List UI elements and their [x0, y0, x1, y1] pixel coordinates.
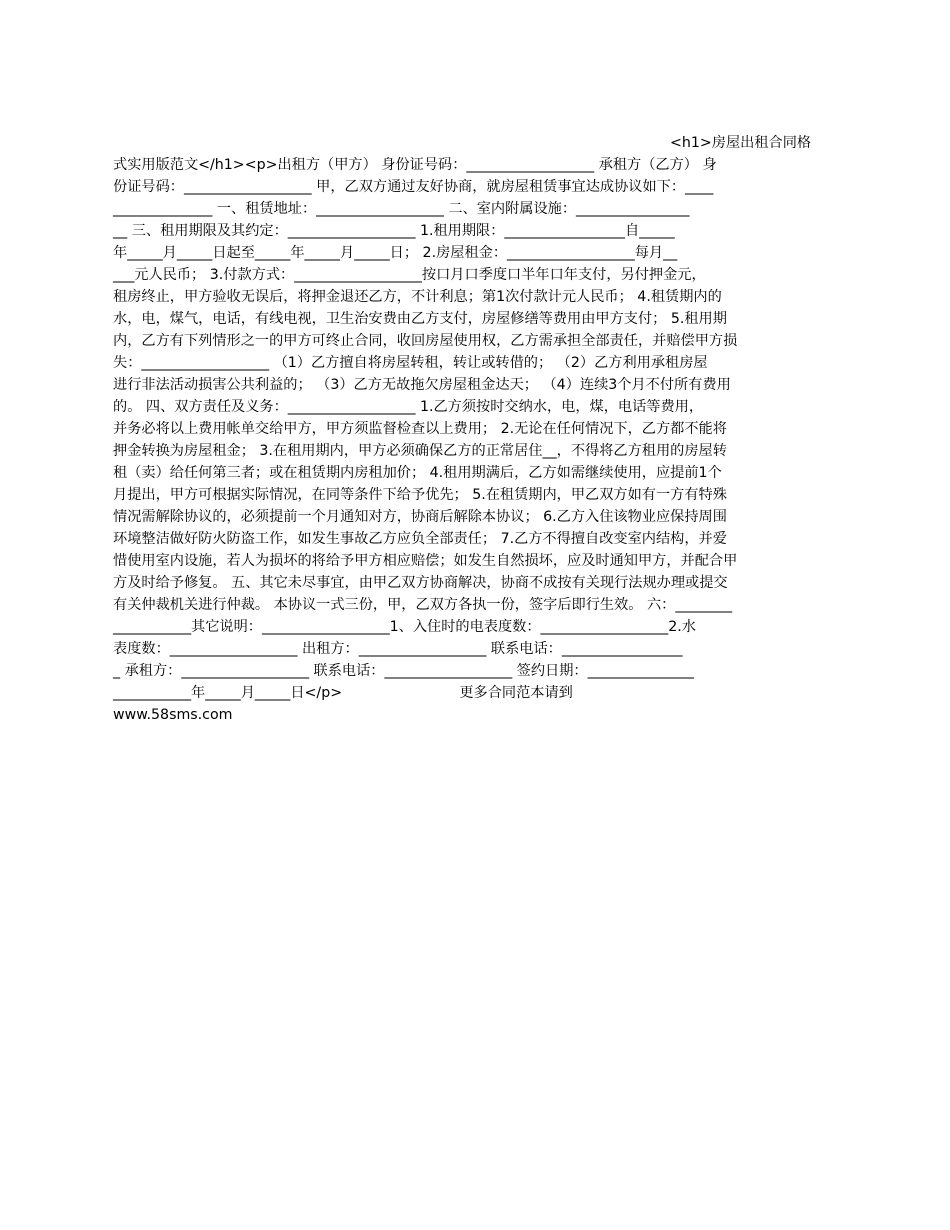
text-line-27: www.58sms.com [113, 707, 233, 723]
text-line-17: 月提出，甲方可根据实际情况，在同等条件下给予优先； 5.在租赁期内，甲乙双方如有一方有特殊 [113, 487, 727, 503]
text-line-3: 份证号码：__________________ 甲，乙双方通过友好协商，就房屋租赁事宜达成协议如下：____ [113, 179, 714, 195]
contract-document [113, 132, 837, 726]
text-line-10: 内，乙方有下列情形之一的甲方可终止合同，收回房屋使用权，乙方需承担全部责任，并赔偿甲方损 [113, 333, 738, 349]
text-line-26: ___________年_____月_____日</p> 更多合同范本请到 [113, 685, 573, 701]
text-line-23: ___________其它说明：__________________1、入住时的电表度数：__________________2.水 [113, 619, 696, 635]
text-line-20: 惜使用室内设施，若人为损坏的将给予甲方相应赔偿；如发生自然损坏，应及时通知甲方，并配合甲 [113, 553, 738, 569]
text-line-9: 水，电，煤气，电话，有线电视，卫生治安费由乙方支付，房屋修缮等费用由甲方支付； 5.租用期 [113, 311, 727, 327]
text-line-1: <h1>房屋出租合同格 [670, 135, 812, 151]
text-line-12: 进行非法活动损害公共利益的； （3）乙方无故拖欠房屋租金达天； （4）连续3个月不付所有费用 [113, 377, 731, 393]
text-line-16: 租（卖）给任何第三者；或在租赁期内房租加价； 4.租用期满后，乙方如需继续使用，应提前1个 [113, 465, 722, 481]
text-line-19: 环境整洁做好防火防盗工作，如发生事故乙方应负全部责任； 7.乙方不得擅自改变室内结构，并爱 [113, 531, 727, 547]
text-line-24: 表度数：__________________ 出租方：__________________ 联系电话：_________________ [113, 641, 683, 657]
text-line-14: 并务必将以上费用帐单交给甲方，甲方须监督检查以上费用； 2.无论在任何情况下，乙方都不能将 [113, 421, 727, 437]
text-line-2: 式实用版范文</h1><p>出租方（甲方） 身份证号码：__________________ 承租方（乙方） 身 [113, 157, 717, 173]
text-line-11: 失：__________________ （1）乙方擅自将房屋转租，转让或转借的； （2）乙方利用承租房屋 [113, 355, 708, 371]
text-line-7: ___元人民币； 3.付款方式：__________________按口月口季度口半年口年支付，另付押金元， [113, 267, 706, 283]
text-line-5: __ 三、租用期限及其约定：__________________ 1.租用期限：_________________自_____ [113, 223, 675, 239]
text-line-22: 有关仲裁机关进行仲裁。 本协议一式三份，甲，乙双方各执一份，签字后即行生效。 六：________ [113, 597, 733, 613]
text-line-8: 租房终止，甲方验收无误后，将押金退还乙方，不计利息；第1次付款计元人民币； 4.租赁期内的 [113, 289, 722, 305]
text-line-18: 情况需解除协议的，必须提前一个月通知对方，协商后解除本协议； 6.乙方入住该物业应保持周围 [113, 509, 727, 525]
text-line-25: _ 承租方：__________________ 联系电话：__________________ 签约日期：_______________ [113, 663, 695, 679]
text-line-13: 的。 四、双方责任及义务：__________________ 1.乙方须按时交纳水，电，煤，电话等费用， [113, 399, 704, 415]
text-line-15: 押金转换为房屋租金； 3.在租用期内，甲方必须确保乙方的正常居住__，不得将乙方租用的房屋转 [113, 443, 727, 459]
text-line-4: ______________ 一、租赁地址：__________________ 二、室内附属设施：________________ [113, 201, 690, 217]
text-line-6: 年_____月_____日起至_____年_____月_____日； 2.房屋租金：__________________每月__ [113, 245, 678, 261]
text-line-21: 方及时给予修复。 五、其它未尽事宜，由甲乙双方协商解决，协商不成按有关现行法规办理或提交 [113, 575, 728, 591]
